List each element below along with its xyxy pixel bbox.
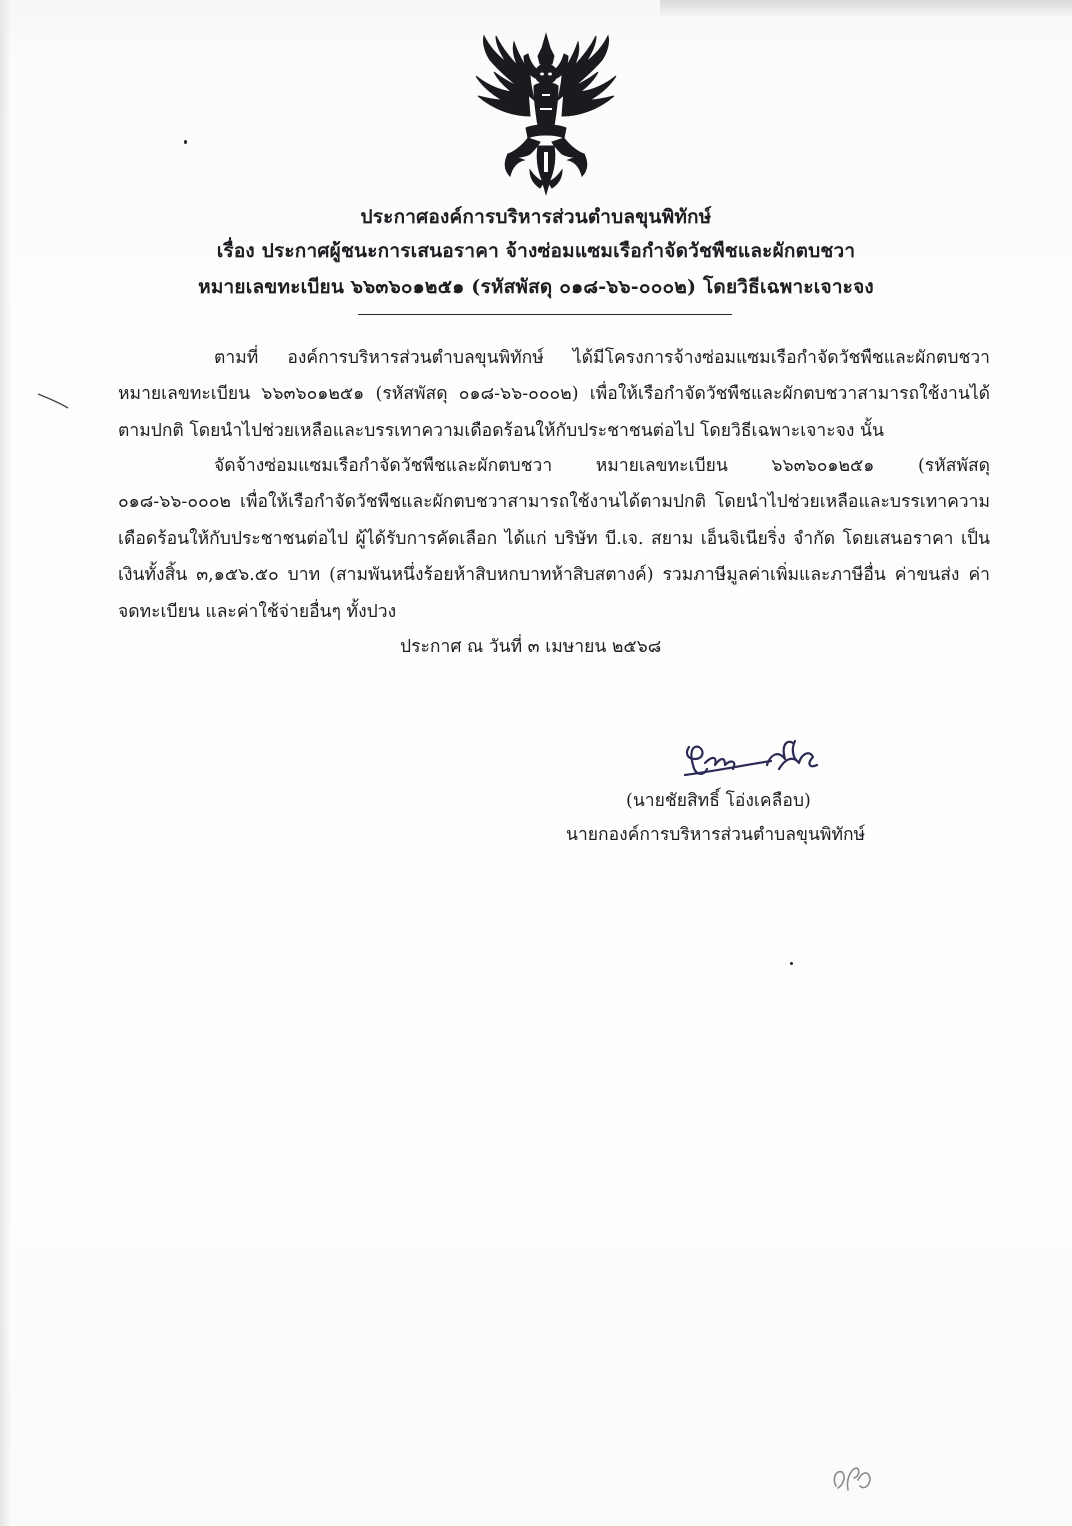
paragraph-intro: ตามที่ องค์การบริหารส่วนตำบลขุนพิทักษ์ ได้มีโครงการจ้างซ่อมแซมเรือกำจัดวัชพืชและผักตบชวา หมายเลขทะเบียน ๖๖๓๖๐๑๒๕๑ (รหัสพัสดุ ๐๑๘-๖๖-๐๐๐๒) เพื่อให้เรือกำจัดวัชพืชและผักตบชวาสามารถใช้งานได้ตามปกติ โดยนำไปช่วยเหลือและบรรเทาความเดือดร้อนให้กับประชาชนต่อไป โดยวิธีเฉพาะเจาะจง นั้น	[118, 347, 990, 441]
scan-stroke-mark	[36, 390, 70, 410]
scan-speck	[184, 140, 187, 144]
signature-mark	[675, 735, 825, 783]
garuda-emblem	[468, 30, 624, 196]
paragraph-award: จัดจ้างซ่อมแซมเรือกำจัดวัชพืชและผักตบชวา หมายเลขทะเบียน ๖๖๓๖๐๑๒๕๑ (รหัสพัสดุ ๐๑๘-๖๖-๐๐๐๒ เพื่อให้เรือกำจัดวัชพืชและผักตบชวาสามารถใช้งานได้ตามปกติ โดยนำไปช่วยเหลือและบรรเทาความเดือดร้อนให้กับประชาชนต่อไป ผู้ได้รับการคัดเลือก ได้แก่ บริษัท บี.เจ. สยาม เอ็นจิเนียริ่ง จำกัด โดยเสนอราคา เป็นเงินทั้งสิ้น ๓,๑๕๖.๕๐ บาท (สามพันหนึ่งร้อยห้าสิบหกบาทห้าสิบสตางค์) รวมภาษีมูลค่าเพิ่มและภาษีอื่น ค่าขนส่ง ค่าจดทะเบียน และค่าใช้จ่ายอื่นๆ ทั้งปวง	[118, 455, 990, 622]
header-registration: หมายเลขทะเบียน ๖๖๓๖๐๑๒๕๑ (รหัสพัสดุ ๐๑๘-๖๖-๐๐๐๒) โดยวิธีเฉพาะเจาะจง	[198, 276, 874, 298]
handwritten-page-mark	[828, 1456, 876, 1496]
scan-shadow-top	[660, 0, 1072, 18]
header-subject: เรื่อง ประกาศผู้ชนะการเสนอราคา จ้างซ่อมแซมเรือกำจัดวัชพืชและผักตบชวา	[216, 240, 856, 262]
signatory-position: นายกองค์การบริหารส่วนตำบลขุนพิทักษ์	[566, 825, 866, 845]
signatory-name: (นายชัยสิทธิ์ โอ่งเคลือบ)	[626, 791, 811, 811]
announcement-date: ประกาศ ณ วันที่ ๓ เมษายน ๒๕๖๘	[400, 637, 662, 657]
header-title: ประกาศองค์การบริหารส่วนตำบลขุนพิทักษ์	[360, 206, 712, 228]
scan-speck	[790, 962, 793, 965]
header-divider	[358, 314, 732, 315]
